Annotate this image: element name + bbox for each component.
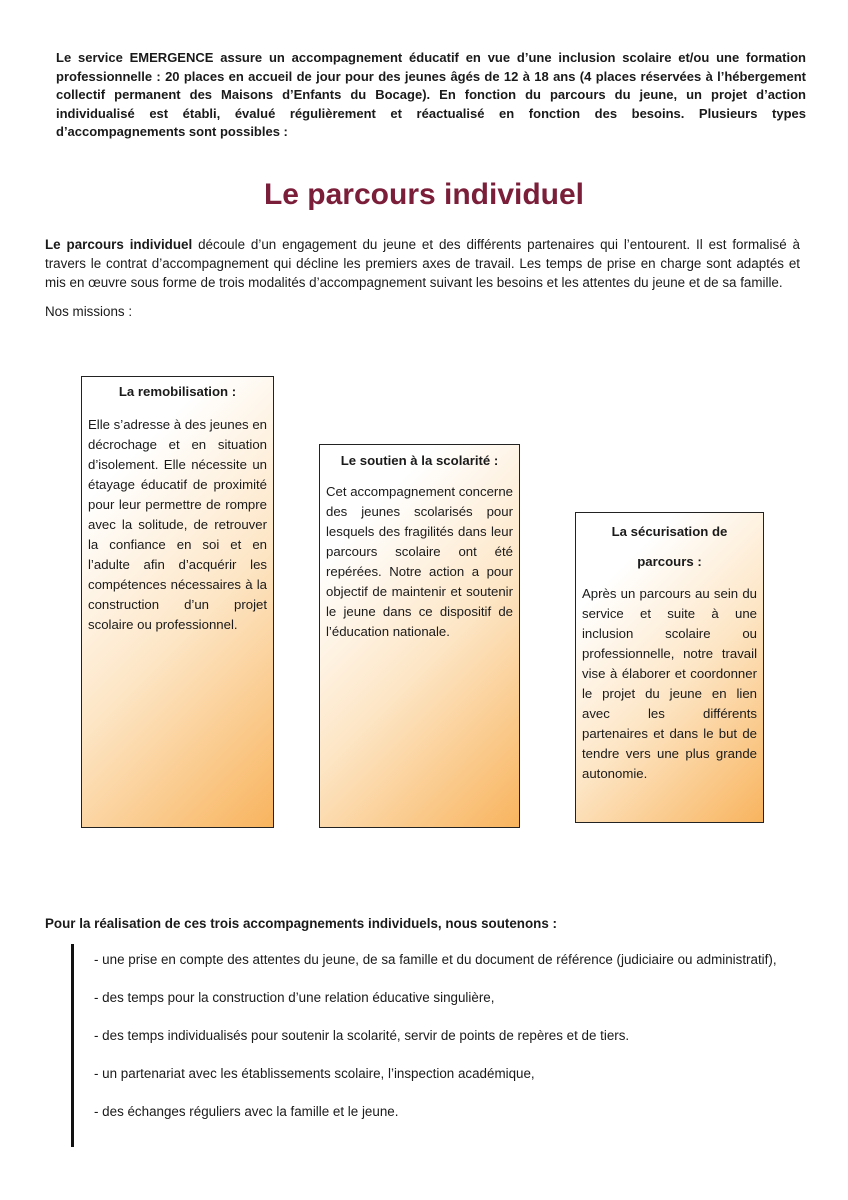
box-soutien-scolarite [319, 444, 520, 828]
box-remobilisation [81, 376, 274, 828]
box-heading: La sécurisation de parcours : [611, 524, 728, 569]
description-lead: Le parcours individuel [45, 237, 193, 252]
box-body: Elle s’adresse à des jeunes en décrochage et en situation d’isolement. Elle nécessite un étayage éducatif de proximité pour leur permettre de rompre avec la solitude, de retrouver la confiance en soi et en l’adulte afin d’acquérir les compétences nécessaires à la construction d’un projet scolaire ou professionnel. [88, 417, 267, 632]
list-item: - une prise en compte des attentes du jeune, de sa famille et du document de référence (judiciaire ou administratif), [94, 952, 777, 967]
box-body: Cet accompagnement concerne des jeunes scolarisés pour lesquels des fragilités dans leur parcours scolaire ont été repérées. Notre action a pour objectif de maintenir et soutenir le jeune dans ce dispositif de l’éducation nationale. [326, 484, 513, 639]
list-item: - un partenariat avec les établissements scolaire, l’inspection académique, [94, 1066, 535, 1081]
box-securisation-parcours [575, 512, 764, 823]
list-item: - des temps individualisés pour soutenir la scolarité, servir de points de repères et de tiers. [94, 1028, 630, 1043]
support-title: Pour la réalisation de ces trois accompagnements individuels, nous soutenons : [45, 916, 557, 931]
support-list [94, 950, 794, 1140]
description-text: découle d’un engagement du jeune et des différents partenaires qui l’entourent. Il est formalisé à travers le contrat d’accompagnement qui décline les premiers axes de travail. Les temps de prise en charge sont adaptés et mis en œuvre sous forme de trois modalités d’accompagnement suivant les besoins et les attentes du jeune et de sa famille. [45, 237, 800, 291]
page-title: Le parcours individuel [263, 178, 585, 211]
intro-paragraph: Le service EMERGENCE assure un accompagnement éducatif en vue d’une inclusion scolaire et/ou une formation professionnelle : 20 places en accueil de jour pour des jeunes âgés de 12 à 18 ans (4 places réservées à l’hébergement collectif permanent des Maisons d’Enfants du Bocage). En fonction du parcours du jeune, un projet d’action individualisé est établi, évalué régulièrement et réactualisé en fonction des besoins. Plusieurs types d’accompagnements sont possibles : [56, 50, 806, 140]
box-heading: La remobilisation : [118, 384, 237, 399]
box-heading: Le soutien à la scolarité : [340, 453, 499, 468]
missions-label: Nos missions : [45, 304, 133, 319]
list-item: - des échanges réguliers avec la famille et le jeune. [94, 1104, 399, 1119]
box-body: Après un parcours au sein du service et suite à une inclusion scolaire ou professionnelle, notre travail vise à élaborer et coordonner le projet du jeune en lien avec les différents partenaires et dans le but de tendre vers une plus grande autonomie. [582, 586, 757, 781]
description-paragraph [45, 235, 800, 293]
list-divider-bar [71, 944, 74, 1147]
list-item: - des temps pour la construction d’une relation éducative singulière, [94, 990, 495, 1005]
